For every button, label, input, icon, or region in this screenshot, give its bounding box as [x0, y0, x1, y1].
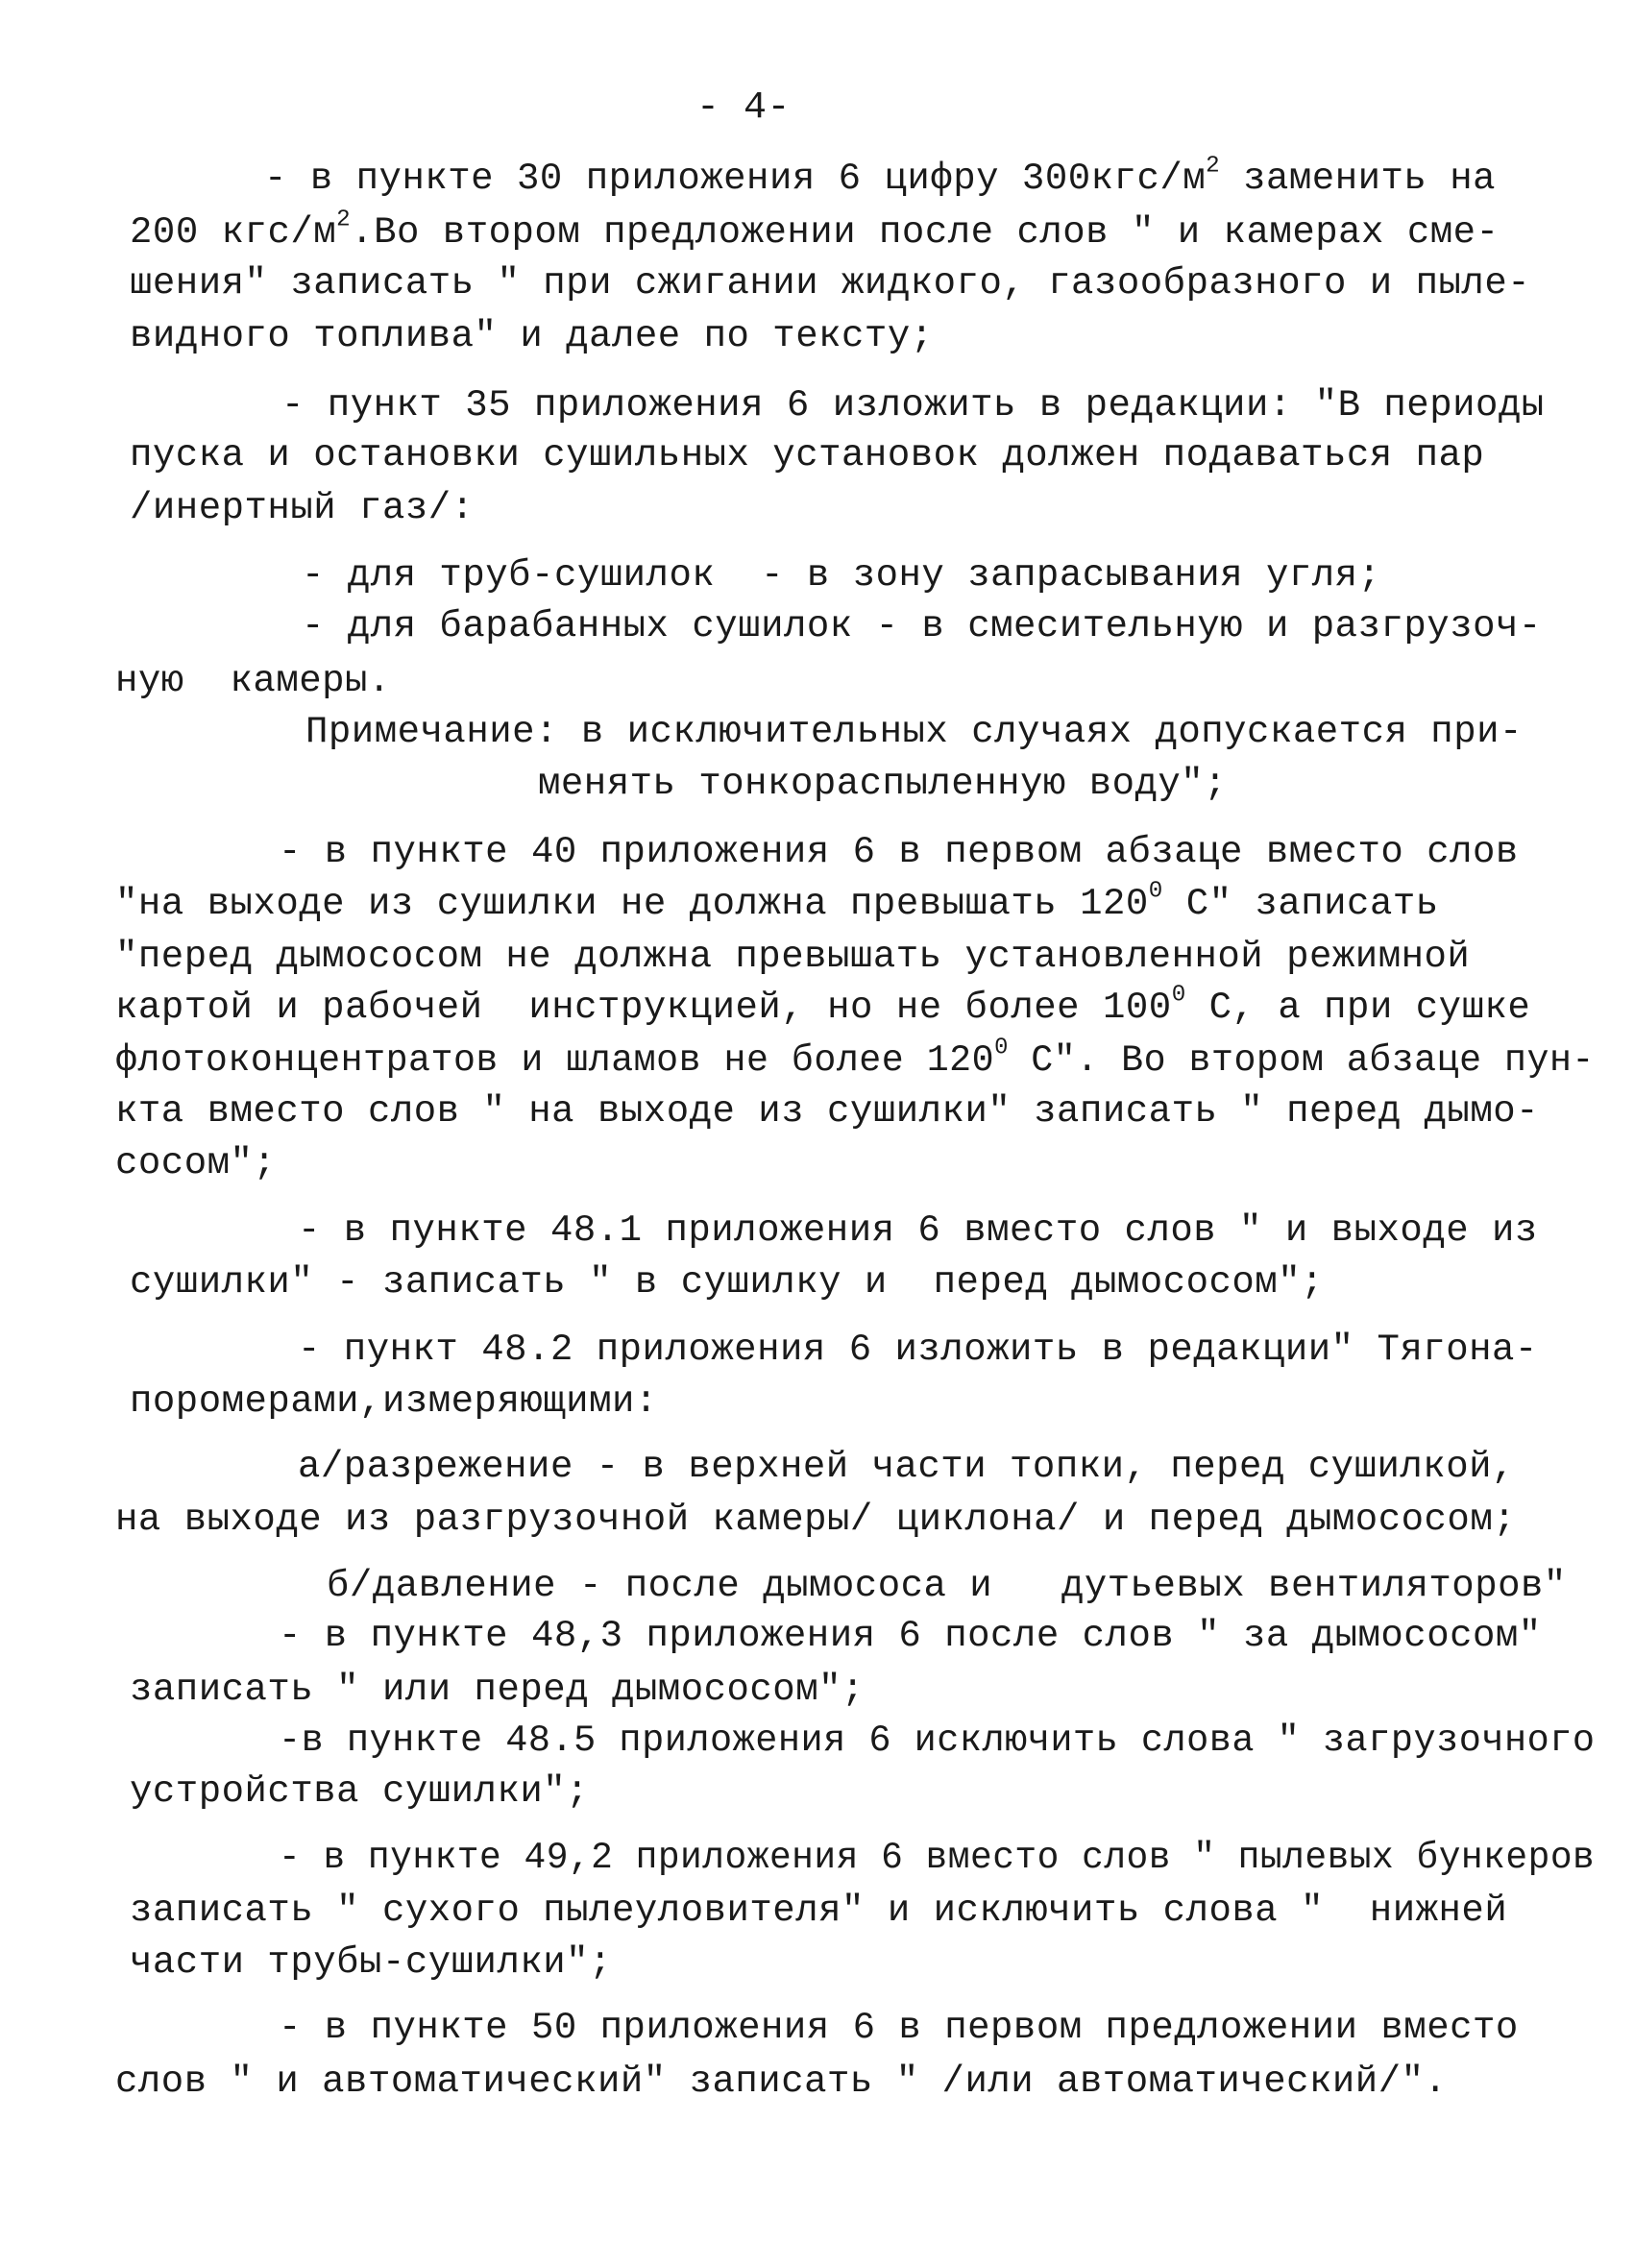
text-line: части трубы-сушилки"; [130, 1941, 612, 1984]
text-line: пуска и остановки сушильных установок должен подаваться пар [130, 434, 1485, 476]
text-line: "на выходе из сушилки не должна превышать $120^0$ С" записать [115, 878, 1439, 925]
text-line: - в пункте 30 приложения 6 цифру $300кгс/м^2$ заменить на [264, 153, 1497, 200]
text-line: "перед дымососом не должна превышать установленной режимной [115, 936, 1471, 978]
text-line: записать " или перед дымососом"; [130, 1669, 865, 1711]
text-line: сушилки" - записать " в сушилку и перед дымососом"; [130, 1261, 1324, 1304]
text-line: а/разрежение - в верхней части топки, перед сушилкой, [298, 1446, 1515, 1488]
page-number: - 4- [696, 86, 792, 130]
text-line: флотоконцентратов и шламов не более $120^0$ С". Во втором абзаце пун- [115, 1035, 1595, 1082]
text-line: - для барабанных сушилок - в смесительную и разгрузоч- [302, 605, 1542, 647]
note-line: Примечание: в исключительных случаях допускается при- [305, 711, 1523, 753]
text-line: сосом"; [115, 1142, 277, 1184]
text-line: видного топлива" и далее по тексту; [130, 315, 934, 357]
text-line: - в пункте 49,2 приложения 6 вместо слов " пылевых бункеров [279, 1837, 1596, 1879]
text-line: б/давление - после дымососа и дутьевых вентиляторов" [327, 1565, 1567, 1607]
text-line: на выходе из разгрузочной камеры/ циклона/ и перед дымососом; [115, 1499, 1517, 1541]
text-line: /инертный газ/: [130, 487, 475, 529]
text-line: - в пункте 48.1 приложения 6 вместо слов " и выходе из [298, 1209, 1538, 1252]
text-line: - пункт 48.2 приложения 6 изложить в редакции" Тягона- [298, 1329, 1538, 1371]
text-line: 200 кгс/$м^2.Во$ втором предложении после слов " и камерах сме- [130, 207, 1500, 254]
text-line: устройства сушилки"; [130, 1770, 590, 1813]
text-line: ную камеры. [115, 660, 391, 702]
text-line: кта вместо слов " на выходе из сушилки" записать " перед дымо- [115, 1090, 1540, 1133]
text-line: шения" записать " при сжигании жидкого, газообразного и пыле- [130, 262, 1531, 305]
text-line: поромерами,измеряющими: [130, 1380, 658, 1423]
text-line: записать " сухого пылеуловителя" и исключить слова " нижней [130, 1890, 1508, 1932]
text-line: - пункт 35 приложения 6 изложить в редакции: "В периоды [281, 384, 1545, 427]
text-line: - в пункте 50 приложения 6 в первом предложении вместо [279, 2007, 1519, 2049]
text-line: картой и рабочей инструкцией, но не более $100^0$ С, а при сушке [115, 982, 1531, 1029]
text-line: -в пункте 48.5 приложения 6 исключить слова " загрузочного [279, 1719, 1596, 1762]
text-line: - для труб-сушилок - в зону запрасывания угля; [302, 554, 1381, 597]
note-line: менять тонкораспыленную воду"; [538, 763, 1228, 805]
text-line: слов " и автоматический" записать " /или автоматический/". [115, 2061, 1448, 2103]
text-line: - в пункте 40 приложения 6 в первом абзаце вместо слов [279, 831, 1519, 873]
text-line: - в пункте 48,3 приложения 6 после слов " за дымососом" [279, 1615, 1542, 1657]
